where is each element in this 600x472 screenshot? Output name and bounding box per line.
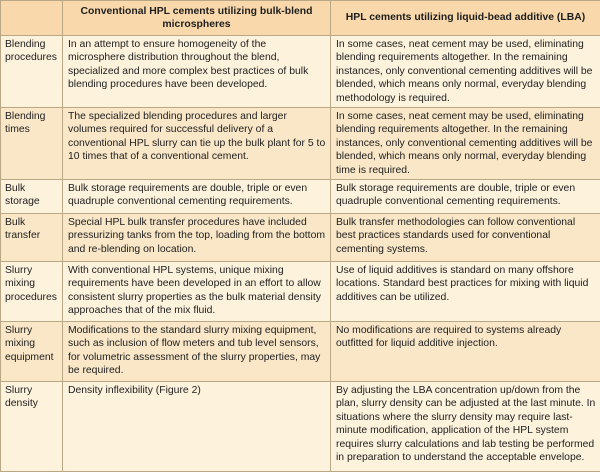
cell-conventional: Special HPL bulk transfer procedures have included pressurizing tanks from the top, loading from the bottom and re-blending on location. [63,214,331,262]
table-row [1,36,600,108]
row-label-bulk-transfer: Bulk transfer [1,214,63,262]
cell-lba: In some cases, neat cement may be used, eliminating blending requirements altogether. In the remaining instances, only conventional cementing additives will be blended, which means only normal, everyday blending methodology is required. [331,36,600,108]
header-row [1,1,600,36]
row-label-blending-procedures: Blending procedures [1,36,63,108]
cell-lba: By adjusting the LBA concentration up/down from the plan, slurry density can be adjusted at the last minute. In situations where the slurry density may require last-minute modification, application of the HPL system requires slurry calculations and lab testing be performed in preparation to understand the acceptable envelope. [331,382,600,472]
cell-conventional: In an attempt to ensure homogeneity of the microsphere distribution throughout the blend, specialized and more complex best practices of bulk blending procedures have been developed. [63,36,331,108]
header-lba: HPL cements utilizing liquid-bead additive (LBA) [331,1,600,36]
row-label-slurry-density: Slurry density [1,382,63,472]
row-label-slurry-mixing-equipment: Slurry mixing equipment [1,322,63,382]
cell-conventional: Bulk storage requirements are double, triple or even quadruple conventional cementing requirements. [63,180,331,214]
cell-lba: In some cases, neat cement may be used, eliminating blending requirements altogether. In the remaining instances, only conventional cementing additives will be blended, which means only normal, everyday blending time is required. [331,108,600,180]
cell-lba: No modifications are required to systems already outfitted for liquid additive injection. [331,322,600,382]
row-label-blending-times: Blending times [1,108,63,180]
cell-conventional: The specialized blending procedures and larger volumes required for successful delivery of a conventional HPL slurry can tie up the bulk plant for 5 to 10 times that of a conventional cement. [63,108,331,180]
table-row [1,322,600,382]
cell-lba: Bulk transfer methodologies can follow conventional best practices standards used for conventional cementing systems. [331,214,600,262]
cell-conventional: Modifications to the standard slurry mixing equipment, such as inclusion of flow meters and tub level sensors, for volumetric assessment of the slurry properties, may be required. [63,322,331,382]
cell-conventional: Density inflexibility (Figure 2) [63,382,331,472]
row-label-bulk-storage: Bulk storage [1,180,63,214]
table-row [1,382,600,472]
cell-conventional: With conventional HPL systems, unique mixing requirements have been developed in an effort to allow consistent slurry properties as the bulk material density approaches that of the mix fluid. [63,262,331,322]
header-conventional: Conventional HPL cements utilizing bulk-blend microspheres [63,1,331,36]
header-corner [1,1,63,36]
table-row [1,262,600,322]
table-row [1,108,600,180]
table-row [1,180,600,214]
cell-lba: Use of liquid additives is standard on many offshore locations. Standard best practices for mixing with liquid additives can be utilized. [331,262,600,322]
cell-lba: Bulk storage requirements are double, triple or even quadruple conventional cementing requirements. [331,180,600,214]
row-label-slurry-mixing-procedures: Slurry mixing procedures [1,262,63,322]
table-row [1,214,600,262]
